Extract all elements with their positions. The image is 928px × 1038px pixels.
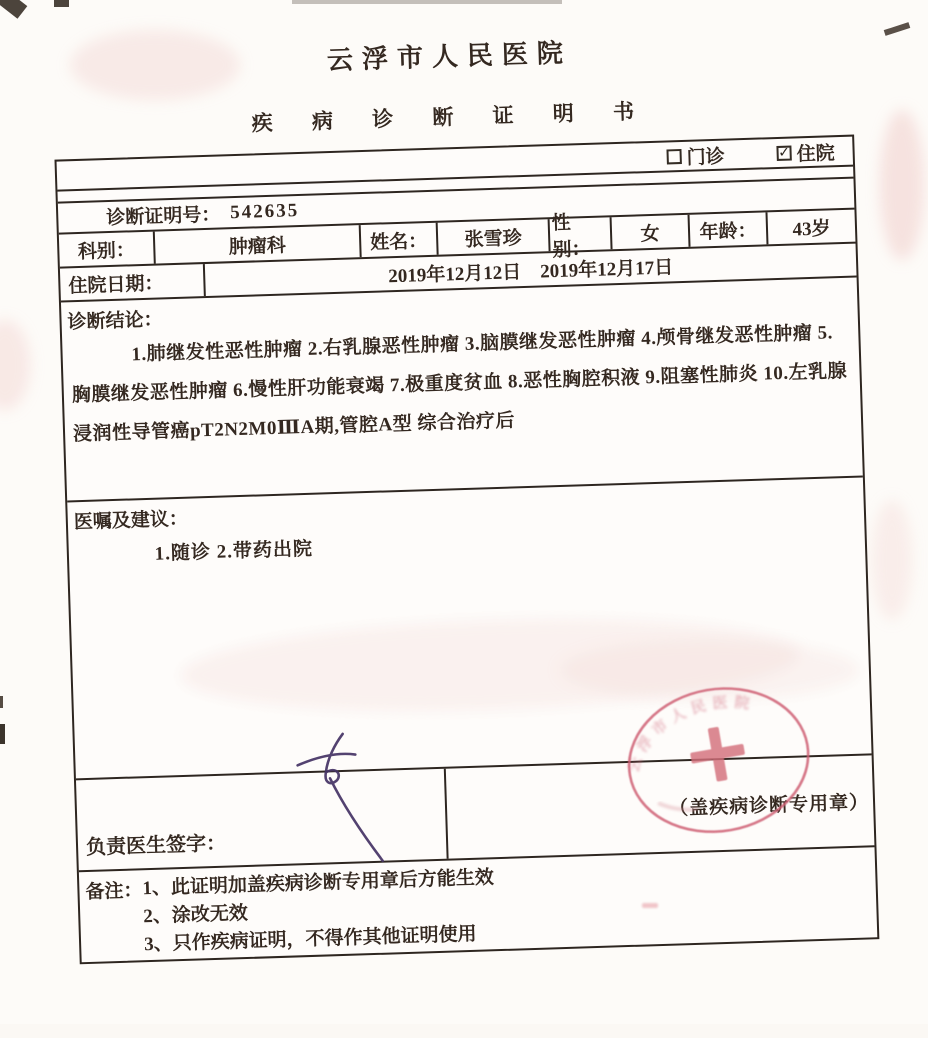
name-label: 姓名： bbox=[361, 223, 439, 257]
diagnosis-label: 诊断结论： bbox=[67, 309, 163, 334]
svg-text:云浮市人民医院: 云浮市人民医院 bbox=[626, 694, 757, 775]
scan-edge-mark bbox=[0, 724, 5, 744]
inpatient-option bbox=[776, 138, 835, 167]
document-header bbox=[0, 22, 916, 146]
diagnosis-section bbox=[61, 278, 863, 503]
age-value: 43岁 bbox=[792, 217, 831, 241]
check-icon: ✓ bbox=[777, 144, 791, 161]
sex-value: 女 bbox=[612, 215, 691, 249]
admission-date-label: 住院日期： bbox=[60, 264, 206, 301]
hospital-name: 云浮市人民医院 bbox=[326, 38, 573, 76]
certificate-number-label: 诊断证明号： bbox=[106, 204, 221, 230]
department-value: 肿瘤科 bbox=[155, 225, 362, 263]
age-label: 年龄： bbox=[690, 212, 769, 246]
advice-text: 1.随诊 2.带药出院 bbox=[154, 538, 314, 565]
diagnosis-text: 1.肺继发性恶性肿瘤 2.右乳腺恶性肿瘤 3.脑膜继发恶性肿瘤 4.颅骨继发恶性肿瘤 5.胸膜继发恶性肿瘤 6.慢性肝功能衰竭 7.极重度贫血 8.恶性胸腔积液 9.阻塞性肺炎 10.左乳腺浸润性导管癌pT2N2M0ⅢA期,管腔A型 综合治疗后 bbox=[71, 322, 848, 446]
scan-edge-mark bbox=[54, 0, 69, 7]
department-label: 科别： bbox=[59, 232, 156, 267]
outpatient-label: 门诊 bbox=[686, 146, 726, 169]
remarks-content bbox=[85, 864, 496, 961]
remark-item: 3、只作疾病证明，不得作其他证明使用 bbox=[143, 923, 477, 956]
outpatient-checkbox bbox=[666, 148, 681, 163]
doctor-signature-cell bbox=[76, 769, 449, 871]
remarks-list bbox=[142, 864, 496, 959]
advice-label: 医嘱及建议： bbox=[73, 508, 189, 534]
advice-section bbox=[67, 477, 871, 780]
scan-edge-mark bbox=[0, 696, 3, 708]
stamp-cell bbox=[446, 755, 875, 858]
remark-item: 1、此证明加盖疾病诊断专用章后方能生效 bbox=[142, 867, 495, 900]
outpatient-option bbox=[666, 141, 725, 170]
remark-item: 2、涂改无效 bbox=[142, 902, 249, 928]
inpatient-checkbox-checked bbox=[776, 145, 791, 160]
stamp-caption: （盖疾病诊断专用章） bbox=[668, 791, 870, 820]
inpatient-label: 住院 bbox=[796, 142, 835, 165]
name-value: 张雪珍 bbox=[438, 219, 551, 255]
document-title: 疾 病 诊 断 证 明 书 bbox=[251, 98, 652, 136]
admission-date-value: 2019年12月12日 2019年12月17日 bbox=[387, 256, 674, 287]
sex-label: 性别： bbox=[550, 217, 613, 251]
doctor-signature-label: 负责医生签字： bbox=[85, 832, 227, 860]
remarks-label: 备注： bbox=[85, 880, 143, 904]
certificate-table bbox=[54, 135, 879, 965]
certificate-number-value: 542635 bbox=[229, 199, 300, 223]
